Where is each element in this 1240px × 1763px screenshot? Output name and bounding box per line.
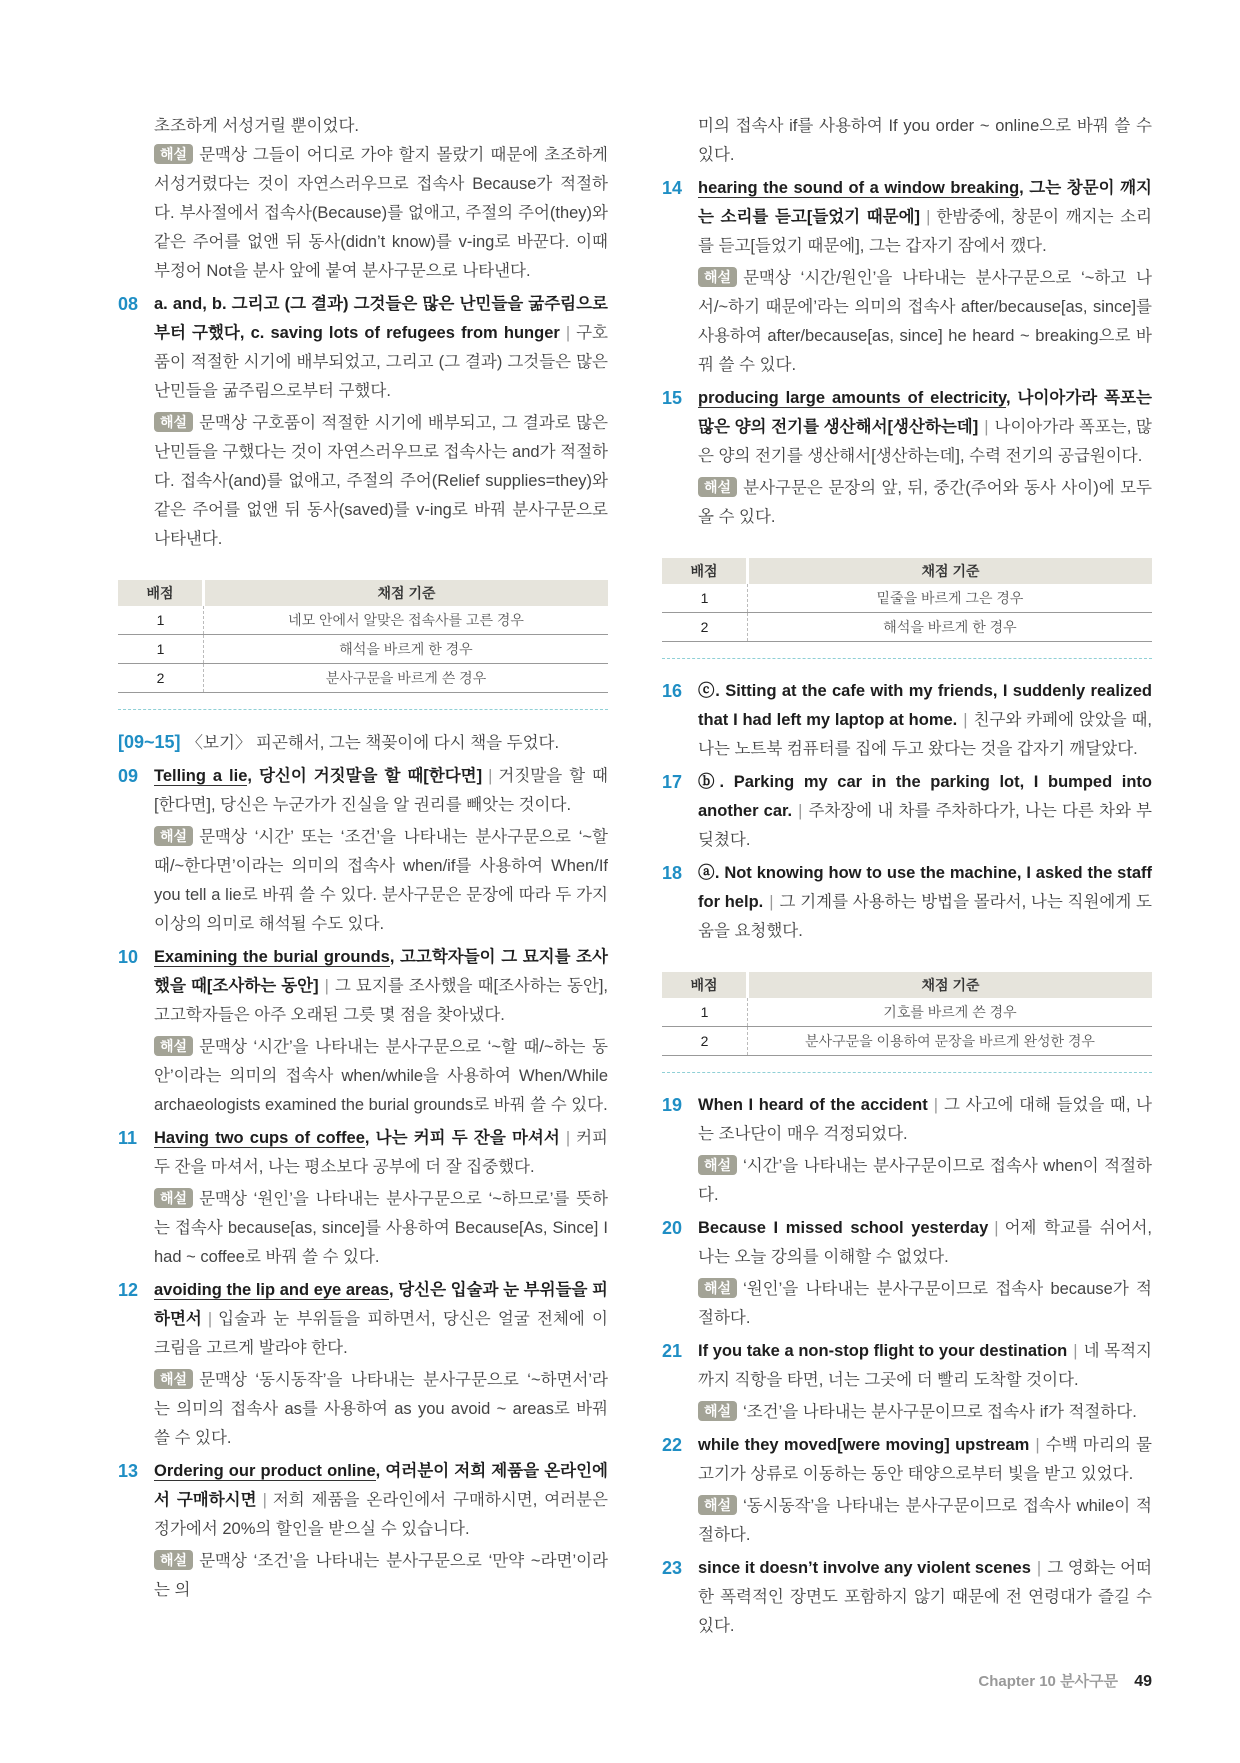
criteria-cell: 기호를 바르게 쓴 경우 bbox=[748, 998, 1153, 1027]
header-score: 배점 bbox=[118, 580, 204, 606]
answer-bold: , 고고학자들이 그 묘지를 조사했을 때[조사하는 동안] bbox=[154, 948, 608, 995]
answer-line bbox=[698, 174, 1152, 261]
explanation-text: ‘시간’을 나타내는 분사구문이므로 접속사 when이 적절하다. bbox=[698, 1157, 1152, 1204]
footer-chapter: Chapter 10 bbox=[978, 1673, 1056, 1690]
answer-bold: , 나는 커피 두 잔을 마셔서 bbox=[364, 1129, 560, 1147]
separator: | bbox=[984, 418, 989, 436]
item-number: 19 bbox=[662, 1095, 683, 1115]
answer-bold: If you take a non-stop flight to your destination bbox=[698, 1342, 1068, 1360]
answer-item bbox=[662, 859, 1152, 946]
item-number: 17 bbox=[662, 772, 683, 792]
separator: | bbox=[1073, 1342, 1078, 1360]
translation: 한밤중에, 창문이 깨지는 소리를 듣고[들었기 때문에], 그는 갑자기 잠에서 깼다. bbox=[698, 208, 1153, 255]
explanation bbox=[154, 1547, 608, 1605]
answer-body bbox=[662, 174, 1152, 380]
answer-bold: since it doesn’t involve any violent scenes bbox=[698, 1559, 1031, 1577]
page-spacer bbox=[0, 1641, 1240, 1671]
separator: | bbox=[933, 1096, 939, 1114]
explanation bbox=[698, 1492, 1152, 1550]
answer-body bbox=[118, 943, 608, 1120]
answer-choice-symbol: ⓐ. bbox=[698, 864, 725, 882]
answer-item bbox=[662, 1091, 1152, 1210]
translation: 그 사고에 대해 들었을 때, 나는 조나단이 매우 걱정되었다. bbox=[698, 1096, 1152, 1143]
translation: 그 기계를 사용하는 방법을 몰라서, 나는 직원에게 도움을 요청했다. bbox=[698, 893, 1152, 940]
answer-bold: , 나이아가라 폭포는 많은 양의 전기를 생산해서[생산하는데] bbox=[698, 389, 1152, 436]
answer-line bbox=[698, 677, 1152, 764]
table-row bbox=[118, 664, 608, 693]
explanation-badge: 해설 bbox=[154, 1036, 193, 1056]
score-cell: 1 bbox=[118, 606, 204, 635]
translation: 저희 제품을 온라인에서 구매하시면, 여러분은 정가에서 20%의 할인을 받으실 수 있습니다. bbox=[154, 1491, 608, 1538]
explanation-badge: 해설 bbox=[154, 144, 193, 164]
answer-body bbox=[662, 768, 1152, 855]
right-column bbox=[662, 112, 1152, 1641]
answer-body bbox=[662, 859, 1152, 946]
separator: | bbox=[769, 893, 774, 911]
answer-bold: a. and, b. 그리고 (그 결과) 그것들은 많은 난민들을 굶주림으로부터 구했다, c. saving lots of refugees from hunger bbox=[154, 295, 608, 342]
answer-body bbox=[662, 1337, 1152, 1427]
explanation-badge: 해설 bbox=[154, 826, 193, 846]
item-number: 20 bbox=[662, 1218, 683, 1238]
explanation bbox=[698, 1398, 1152, 1427]
criteria-cell: 분사구문을 이용하여 문장을 바르게 완성한 경우 bbox=[748, 1027, 1153, 1056]
explanation bbox=[698, 474, 1152, 532]
answer-choice-symbol: ⓑ. bbox=[698, 773, 734, 791]
criteria-cell: 네모 안에서 알맞은 접속사를 고른 경우 bbox=[204, 606, 609, 635]
section-divider bbox=[662, 1072, 1152, 1073]
separator: | bbox=[565, 1129, 571, 1147]
section-divider bbox=[118, 709, 608, 710]
translation: 친구와 카페에 앉았을 때, 나는 노트북 컴퓨터를 집에 두고 왔다는 것을 갑자기 깨달았다. bbox=[698, 711, 1152, 758]
answer-item bbox=[662, 1554, 1152, 1641]
explanation bbox=[154, 409, 608, 554]
answer-body bbox=[118, 290, 608, 554]
explanation-text: 문맥상 ‘시간/원인’을 나타내는 분사구문으로 ‘~하고 나서/~하기 때문에’라는 의미의 접속사 after/because[as, since]를 사용하여 after/because[as, since] he heard ~ breaking으로 바꿔 쓸 수 있다. bbox=[698, 269, 1152, 374]
answer-body bbox=[662, 384, 1152, 532]
header-criteria: 채점 기준 bbox=[204, 580, 609, 606]
score-cell: 2 bbox=[662, 1027, 748, 1056]
answer-underlined: Examining the burial grounds bbox=[154, 948, 390, 966]
separator: | bbox=[262, 1491, 267, 1509]
criteria-cell: 해석을 바르게 한 경우 bbox=[204, 635, 609, 664]
item-number: 14 bbox=[662, 178, 683, 198]
continued-text bbox=[118, 112, 608, 141]
answer-item bbox=[118, 943, 608, 1120]
criteria-cell: 해석을 바르게 한 경우 bbox=[748, 613, 1153, 642]
scoring-table bbox=[118, 580, 608, 693]
explanation-text: 문맥상 ‘원인’을 나타내는 분사구문으로 ‘~하므로’를 뜻하는 접속사 because[as, since]를 사용하여 Because[As, Since] I had ~ coffee로 바꿔 쓸 수 있다. bbox=[154, 1190, 608, 1266]
answer-bold: Because I missed school yesterday bbox=[698, 1219, 989, 1237]
explanation-text: ‘동시동작’을 나타내는 분사구문이므로 접속사 while이 적절하다. bbox=[698, 1497, 1152, 1544]
explanation-text: 문맥상 그들이 어디로 가야 할지 몰랐기 때문에 초조하게 서성거렸다는 것이 자연스러우므로 접속사 Because가 적절하다. 부사절에서 접속사(Because)를 없애고, 주절의 주어(they)와 같은 주어를 없앤 뒤 동사(didn’t know)를 v-ing로 바꾼다. 이때 부정어 Not을 분사 앞에 붙여 분사구문으로 나타낸다. bbox=[154, 146, 608, 280]
translation: 그 묘지를 조사했을 때[조사하는 동안], 고고학자들은 아주 오래된 그릇 몇 점을 찾아냈다. bbox=[154, 977, 608, 1024]
translation: 수백 마리의 물고기가 상류로 이동하는 동안 태양으로부터 빛을 받고 있었다. bbox=[698, 1436, 1152, 1483]
header-criteria: 채점 기준 bbox=[748, 558, 1153, 584]
translation: 커피 두 잔을 마셔서, 나는 평소보다 공부에 더 잘 집중했다. bbox=[154, 1129, 608, 1176]
explanation bbox=[154, 1033, 608, 1120]
explanation bbox=[698, 264, 1152, 380]
item-number: 18 bbox=[662, 863, 683, 883]
answer-line bbox=[698, 1091, 1152, 1149]
answer-underlined: hearing the sound of a window breaking bbox=[698, 179, 1020, 197]
translation: 주차장에 내 차를 주차하다가, 나는 다른 차와 부딪쳤다. bbox=[698, 802, 1152, 849]
answer-choice-symbol: ⓒ. bbox=[698, 682, 726, 700]
explanation-text: 문맥상 ‘시간’을 나타내는 분사구문으로 ‘~할 때/~하는 동안’이라는 의미의 접속사 when/while을 사용하여 When/While archaeologists examined the burial grounds로 바꿔 쓸 수 있다. bbox=[154, 1038, 608, 1114]
table-row bbox=[662, 998, 1152, 1027]
section-header bbox=[118, 728, 608, 758]
section-example: 〈보기〉 피곤해서, 그는 책꽂이에 다시 책을 두었다. bbox=[186, 734, 560, 752]
score-cell: 2 bbox=[118, 664, 204, 693]
answer-body bbox=[118, 1457, 608, 1605]
columns bbox=[118, 112, 1240, 1641]
explanation-badge: 해설 bbox=[698, 1155, 737, 1175]
answer-body bbox=[662, 1214, 1152, 1333]
item-number: 09 bbox=[118, 766, 139, 786]
answer-bold: , 당신이 거짓말을 할 때[한다면] bbox=[247, 767, 483, 785]
header-criteria: 채점 기준 bbox=[748, 972, 1153, 998]
answer-item bbox=[662, 1337, 1152, 1427]
page-footer bbox=[0, 1671, 1240, 1763]
answer-line bbox=[154, 1457, 608, 1544]
item-number: 10 bbox=[118, 947, 139, 967]
answer-line bbox=[154, 762, 608, 820]
answer-item bbox=[118, 762, 608, 939]
explanation bbox=[154, 823, 608, 939]
answer-underlined: Having two cups of coffee bbox=[154, 1129, 365, 1147]
explanation bbox=[698, 1275, 1152, 1333]
continued-explanation bbox=[118, 141, 608, 286]
answer-line bbox=[154, 943, 608, 1030]
answer-item bbox=[662, 1214, 1152, 1333]
answer-item bbox=[662, 677, 1152, 764]
item-number: 11 bbox=[118, 1128, 138, 1148]
explanation bbox=[698, 1152, 1152, 1210]
answer-item bbox=[662, 1431, 1152, 1550]
answer-body bbox=[118, 1276, 608, 1453]
answer-line bbox=[698, 1431, 1152, 1489]
answer-item bbox=[118, 1124, 608, 1272]
answer-bold: When I heard of the accident bbox=[698, 1096, 928, 1114]
left-column bbox=[118, 112, 608, 1605]
score-cell: 1 bbox=[118, 635, 204, 664]
continued-text-line: 미의 접속사 if를 사용하여 If you order ~ online으로 바꿔 쓸 수 있다. bbox=[698, 117, 1152, 164]
criteria-cell: 분사구문을 바르게 쓴 경우 bbox=[204, 664, 609, 693]
answer-line bbox=[698, 1337, 1152, 1395]
answer-line bbox=[154, 1124, 608, 1182]
explanation-badge: 해설 bbox=[154, 412, 193, 432]
answer-body bbox=[118, 1124, 608, 1272]
answer-body bbox=[662, 1431, 1152, 1550]
answer-bold: , 그는 창문이 깨지는 소리를 듣고[들었기 때문에] bbox=[698, 179, 1152, 226]
score-cell: 2 bbox=[662, 613, 748, 642]
page-number: 49 bbox=[1134, 1673, 1152, 1690]
table-row bbox=[118, 606, 608, 635]
answer-item bbox=[662, 384, 1152, 532]
table-header-row bbox=[118, 580, 608, 606]
answer-item bbox=[662, 174, 1152, 380]
explanation-text: ‘조건’을 나타내는 분사구문이므로 접속사 if가 적절하다. bbox=[743, 1403, 1137, 1421]
table-row bbox=[662, 1027, 1152, 1056]
separator: | bbox=[994, 1219, 999, 1237]
footer-chapter-title: 분사구문 bbox=[1060, 1673, 1119, 1690]
explanation-text: 문맥상 ‘시간’ 또는 ‘조건’을 나타내는 분사구문으로 ‘~할 때/~한다면’이라는 의미의 접속사 when/if를 사용하여 When/If you tell a lie로 바꿔 쓸 수 있다. 분사구문은 문장에 따라 두 가지 이상의 의미로 해석될 수도 있다. bbox=[154, 828, 608, 933]
answer-body bbox=[662, 1554, 1152, 1641]
item-number: 12 bbox=[118, 1280, 139, 1300]
translation: 거짓말을 할 때[한다면], 당신은 누군가가 진실을 알 권리를 빼앗는 것이다. bbox=[154, 767, 608, 814]
translation: 네 목적지까지 직항을 타면, 너는 그곳에 더 빨리 도착할 것이다. bbox=[698, 1342, 1152, 1389]
answer-underlined: producing large amounts of electricity bbox=[698, 389, 1007, 407]
scoring-table bbox=[662, 558, 1152, 642]
answer-underlined: Ordering our product online bbox=[154, 1462, 376, 1480]
explanation-badge: 해설 bbox=[154, 1369, 193, 1389]
scoring-table bbox=[662, 972, 1152, 1056]
explanation-text: 문맥상 구호품이 적절한 시기에 배부되고, 그 결과로 많은 난민들을 구했다는 것이 자연스러우므로 접속사는 and가 적절하다. 접속사(and)를 없애고, 주절의 주어(Relief supplies=they)와 같은 주어를 없앤 뒤 동사(saved)를 v-ing로 바꿔 분사구문으로 나타낸다. bbox=[154, 414, 608, 548]
explanation bbox=[154, 1366, 608, 1453]
table-header-row bbox=[662, 972, 1152, 998]
item-number: 23 bbox=[662, 1558, 683, 1578]
separator: | bbox=[926, 208, 931, 226]
explanation-text: ‘원인’을 나타내는 분사구문이므로 접속사 because가 적절하다. bbox=[698, 1280, 1152, 1327]
answer-line bbox=[698, 768, 1152, 855]
answer-line bbox=[698, 384, 1152, 471]
answer-underlined: Telling a lie bbox=[154, 767, 248, 785]
answer-line bbox=[698, 1554, 1152, 1641]
explanation-text: 분사구문은 문장의 앞, 뒤, 중간(주어와 동사 사이)에 모두 올 수 있다. bbox=[698, 479, 1152, 526]
table-row bbox=[662, 613, 1152, 642]
separator: | bbox=[1036, 1559, 1042, 1577]
answer-bold: , 여러분이 저희 제품을 온라인에서 구매하시면 bbox=[154, 1462, 608, 1509]
translation: 어제 학교를 쉬어서, 나는 오늘 강의를 이해할 수 없었다. bbox=[698, 1219, 1153, 1266]
item-number: 13 bbox=[118, 1461, 139, 1481]
answer-body bbox=[662, 677, 1152, 764]
answer-bold: Not knowing how to use the machine, I asked the staff for help. bbox=[698, 864, 1152, 911]
separator: | bbox=[798, 802, 803, 820]
explanation-badge: 해설 bbox=[698, 1401, 737, 1421]
table-row bbox=[662, 584, 1152, 613]
item-number: 08 bbox=[118, 294, 139, 314]
answer-bold: while they moved[were moving] upstream bbox=[698, 1436, 1030, 1454]
table-row bbox=[118, 635, 608, 664]
answer-line bbox=[154, 290, 608, 406]
table-header-row bbox=[662, 558, 1152, 584]
header-score: 배점 bbox=[662, 972, 748, 998]
explanation bbox=[154, 1185, 608, 1272]
header-score: 배점 bbox=[662, 558, 748, 584]
separator: | bbox=[565, 324, 571, 342]
answer-line bbox=[698, 859, 1152, 946]
section-range: [09~15] bbox=[118, 732, 181, 752]
separator: | bbox=[207, 1310, 213, 1328]
explanation-badge: 해설 bbox=[698, 1278, 737, 1298]
item-number: 15 bbox=[662, 388, 683, 408]
item-number: 16 bbox=[662, 681, 683, 701]
answer-line bbox=[154, 1276, 608, 1363]
translation: 구호품이 적절한 시기에 배부되었고, 그리고 (그 결과) 그것들은 많은 난민들을 굶주림으로부터 구했다. bbox=[154, 324, 608, 400]
explanation-badge: 해설 bbox=[154, 1550, 193, 1570]
separator: | bbox=[1035, 1436, 1040, 1454]
section-divider bbox=[662, 658, 1152, 659]
answer-line bbox=[698, 1214, 1152, 1272]
continued-text-line: 초조하게 서성거릴 뿐이었다. bbox=[154, 117, 360, 135]
continued-text bbox=[662, 112, 1152, 170]
translation: 나이아가라 폭포는, 많은 양의 전기를 생산해서[생산하는데], 수력 전기의 공급원이다. bbox=[698, 418, 1152, 465]
explanation-text: 문맥상 ‘조건’을 나타내는 분사구문으로 ‘만약 ~라면’이라는 의 bbox=[154, 1552, 608, 1599]
answer-bold: Sitting at the cafe with my friends, I suddenly realized that I had left my laptop at home. bbox=[698, 682, 1153, 729]
explanation-badge: 해설 bbox=[698, 477, 737, 497]
item-number: 21 bbox=[662, 1341, 683, 1361]
answer-bold: Parking my car in the parking lot, I bumped into another car. bbox=[698, 773, 1152, 820]
explanation-badge: 해설 bbox=[698, 1495, 737, 1515]
score-cell: 1 bbox=[662, 584, 748, 613]
criteria-cell: 밑줄을 바르게 그은 경우 bbox=[748, 584, 1153, 613]
score-cell: 1 bbox=[662, 998, 748, 1027]
separator: | bbox=[488, 767, 493, 785]
answer-bold: , 당신은 입술과 눈 부위들을 피하면서 bbox=[154, 1281, 608, 1328]
item-number: 22 bbox=[662, 1435, 683, 1455]
explanation-text: 문맥상 ‘동시동작’을 나타내는 분사구문으로 ‘~하면서’라는 의미의 접속사 as를 사용하여 as you avoid ~ areas로 바꿔 쓸 수 있다. bbox=[154, 1371, 608, 1447]
separator: | bbox=[324, 977, 329, 995]
answer-body bbox=[662, 1091, 1152, 1210]
answer-item bbox=[662, 768, 1152, 855]
answer-body bbox=[118, 762, 608, 939]
answer-item bbox=[118, 290, 608, 554]
explanation bbox=[154, 141, 608, 286]
translation: 입술과 눈 부위들을 피하면서, 당신은 얼굴 전체에 이 크림을 고르게 발라야 한다. bbox=[154, 1310, 608, 1357]
answer-item bbox=[118, 1276, 608, 1453]
explanation-badge: 해설 bbox=[154, 1188, 193, 1208]
translation: 그 영화는 어떠한 폭력적인 장면도 포함하지 않기 때문에 전 연령대가 즐길 수 있다. bbox=[698, 1559, 1152, 1635]
explanation-badge: 해설 bbox=[698, 267, 737, 287]
answer-underlined: avoiding the lip and eye areas bbox=[154, 1281, 389, 1299]
separator: | bbox=[963, 711, 968, 729]
answer-item bbox=[118, 1457, 608, 1605]
